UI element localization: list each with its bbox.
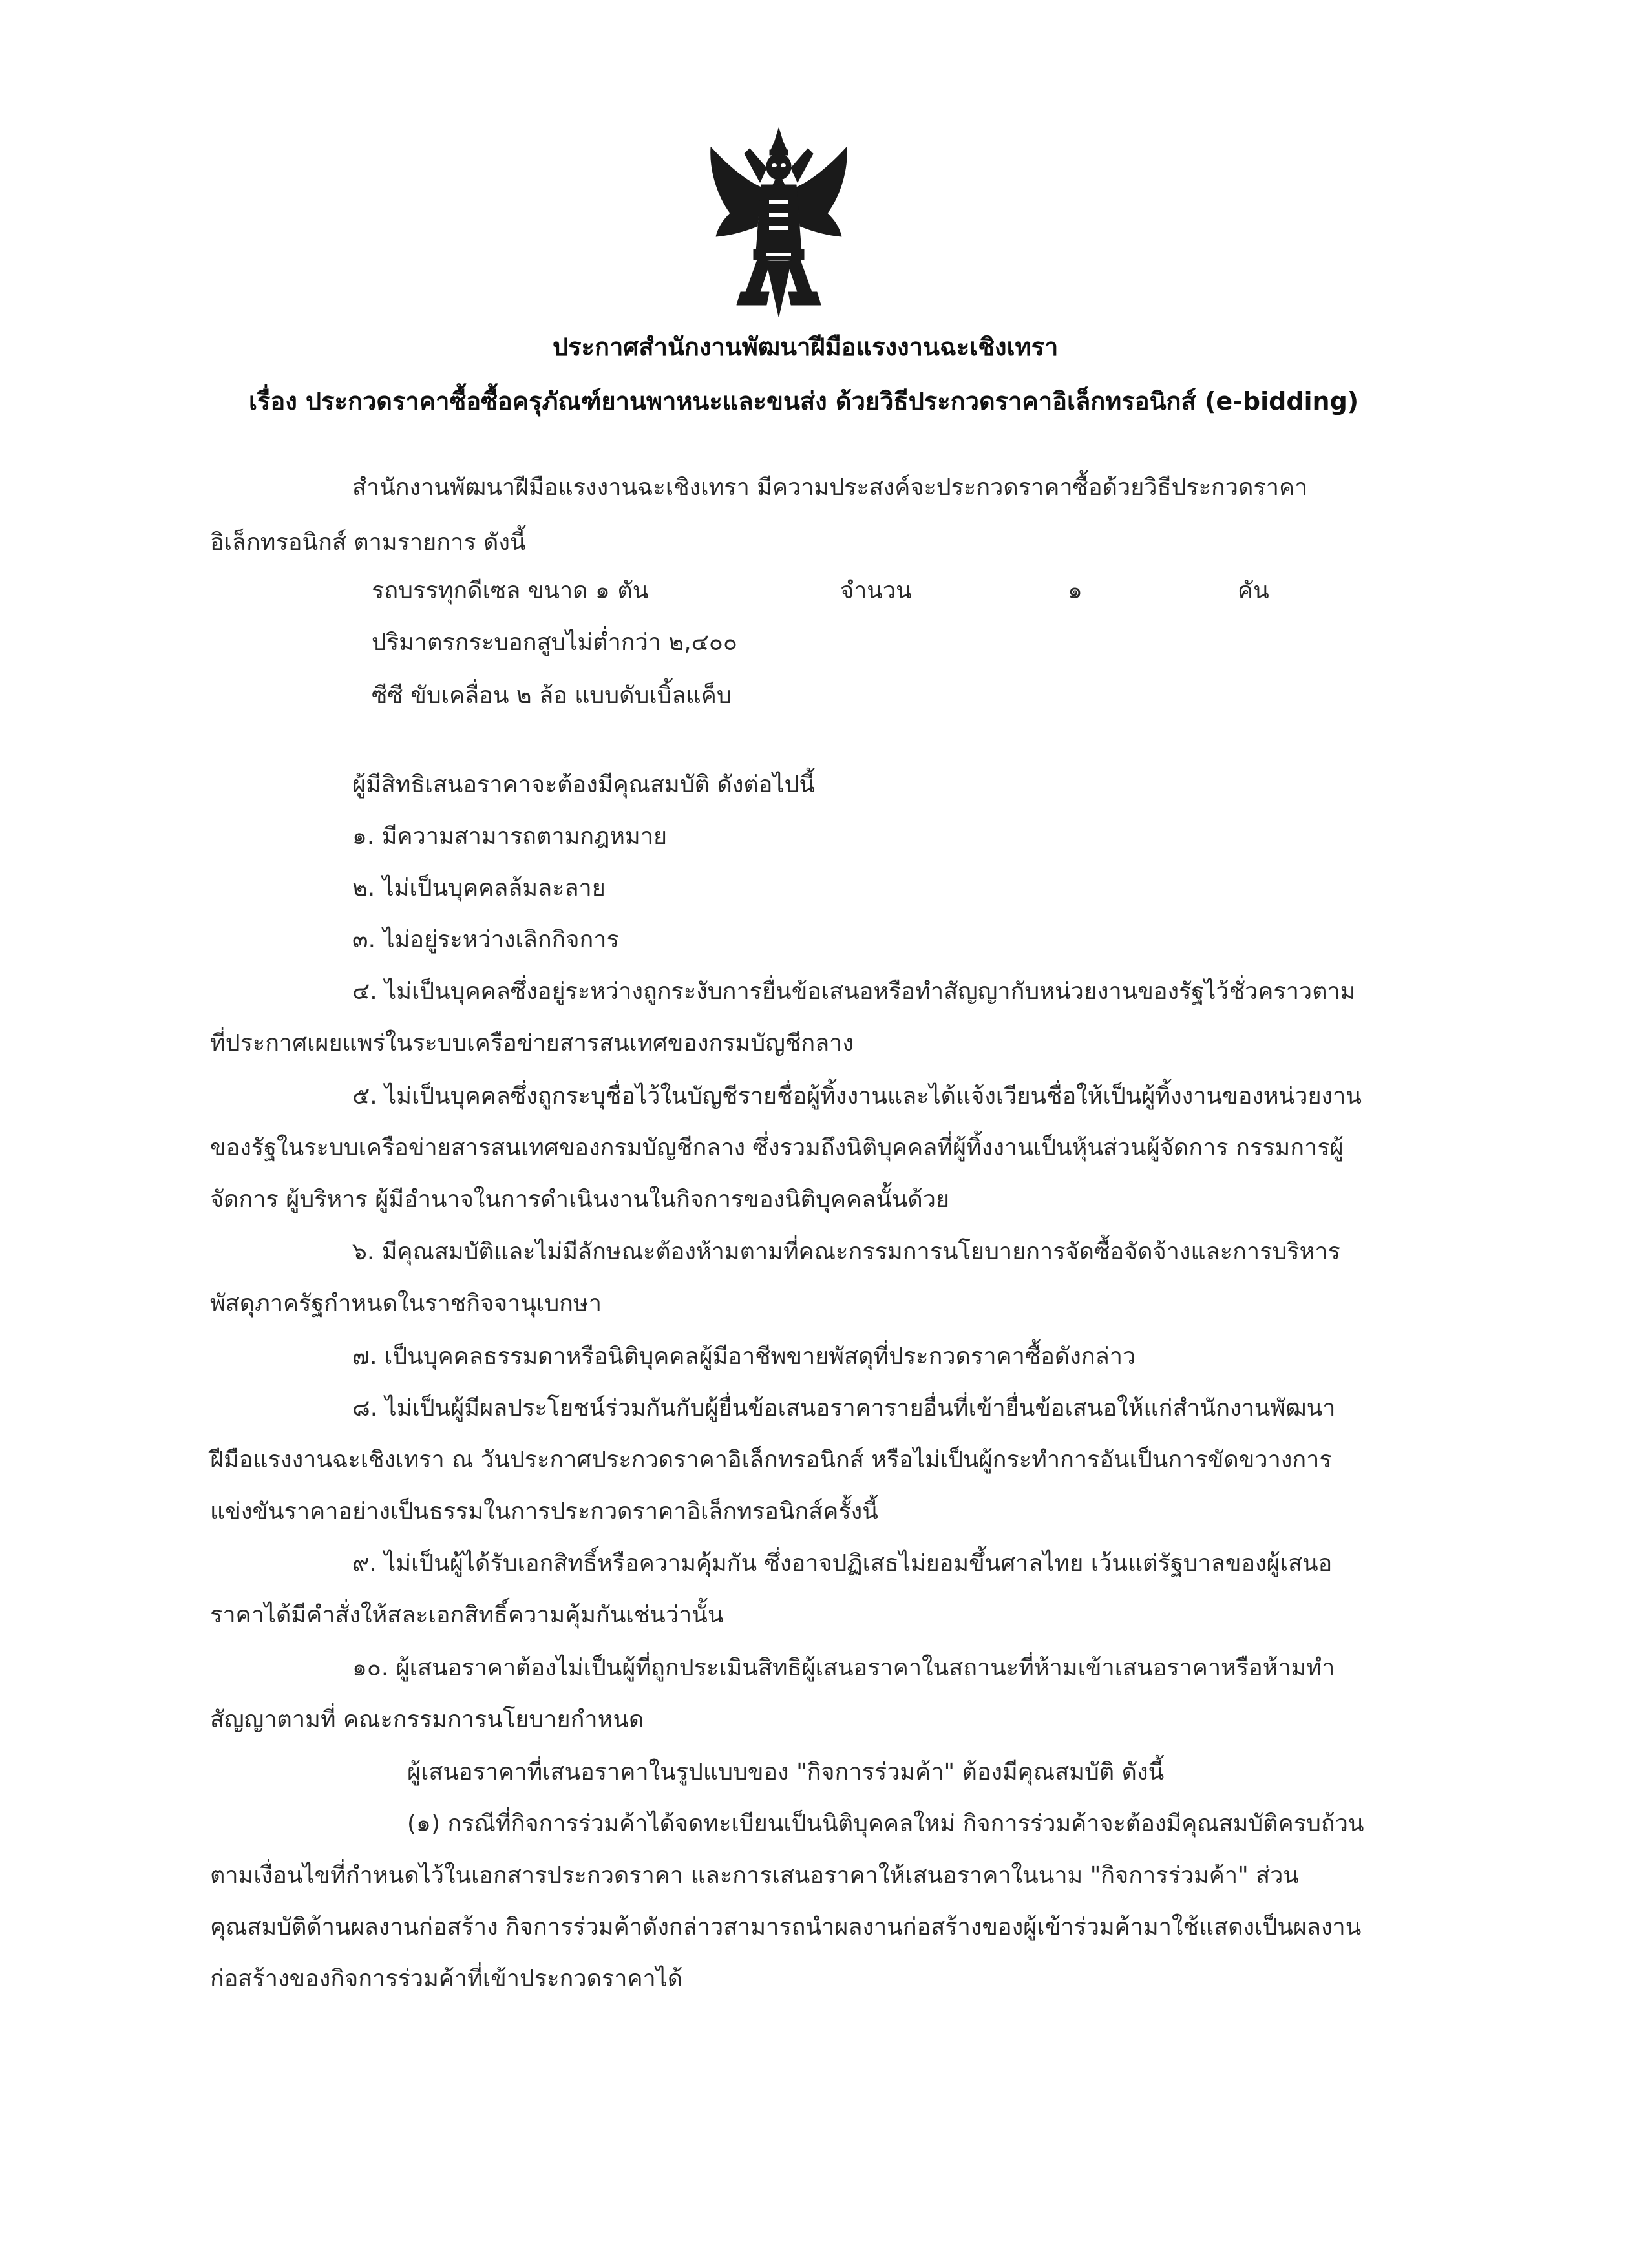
qualifications-heading: ผู้มีสิทธิเสนอราคาจะต้องมีคุณสมบัติ ดังต่อไปนี้ (352, 772, 815, 798)
joint-venture-line-2: ตามเงื่อนไขที่กำหนดไว้ในเอกสารประกวดราคา และการเสนอราคาให้เสนอราคาในนาม "กิจการร่วมค้า" ส่วน (210, 1862, 1299, 1889)
qualification-5-line-2: ของรัฐในระบบเครือข่ายสารสนเทศของกรมบัญชีกลาง ซึ่งรวมถึงนิติบุคคลที่ผู้ทิ้งงานเป็นหุ้นส่วนผู้จัดการ กรรมการผู้ (210, 1135, 1344, 1161)
qualification-4-line-2: ที่ประกาศเผยแพร่ในระบบเครือข่ายสารสนเทศของกรมบัญชีกลาง (210, 1030, 854, 1056)
qualification-2: ๒. ไม่เป็นบุคคลล้มละลาย (352, 875, 606, 901)
announcement-title: ประกาศสำนักงานพัฒนาฝีมือแรงงานฉะเชิงเทรา (553, 333, 1059, 361)
qualification-9-line-2: ราคาได้มีคำสั่งให้สละเอกสิทธิ์ความคุ้มกันเช่นว่านั้น (210, 1602, 724, 1628)
qualification-5-line-3: จัดการ ผู้บริหาร ผู้มีอำนาจในการดำเนินงานในกิจการของนิติบุคคลนั้นด้วย (210, 1186, 950, 1213)
joint-venture-heading: ผู้เสนอราคาที่เสนอราคาในรูปแบบของ "กิจการร่วมค้า" ต้องมีคุณสมบัติ ดังนี้ (407, 1759, 1165, 1785)
qualification-6-line-1: ๖. มีคุณสมบัติและไม่มีลักษณะต้องห้ามตามที่คณะกรรมการนโยบายการจัดซื้อจัดจ้างและการบริหาร (352, 1239, 1340, 1265)
item-name-line-3: ซีซี ขับเคลื่อน ๒ ล้อ แบบดับเบิ้ลแค็บ (372, 682, 732, 709)
joint-venture-line-1: (๑) กรณีที่กิจการร่วมค้าได้จดทะเบียนเป็นนิติบุคคลใหม่ กิจการร่วมค้าจะต้องมีคุณสมบัติครบถ้วน (407, 1811, 1364, 1837)
qualification-6-line-2: พัสดุภาครัฐกำหนดในราชกิจจานุเบกษา (210, 1290, 602, 1317)
qualification-1: ๑. มีความสามารถตามกฎหมาย (352, 823, 668, 850)
qualification-5-line-1: ๕. ไม่เป็นบุคคลซึ่งถูกระบุชื่อไว้ในบัญชีรายชื่อผู้ทิ้งงานและได้แจ้งเวียนชื่อให้เป็นผู้ทิ้งงานของหน่วยงาน (352, 1083, 1362, 1109)
item-name-line-2: ปริมาตรกระบอกสูบไม่ต่ำกว่า ๒,๔๐๐ (372, 629, 737, 656)
qualification-3: ๓. ไม่อยู่ระหว่างเลิกกิจการ (352, 927, 619, 953)
qualification-8-line-3: แข่งขันราคาอย่างเป็นธรรมในการประกวดราคาอิเล็กทรอนิกส์ครั้งนี้ (210, 1498, 878, 1525)
item-quantity-label: จำนวน (840, 578, 912, 604)
announcement-subject: เรื่อง ประกวดราคาซื้อซื้อครุภัณฑ์ยานพาหนะและขนส่ง ด้วยวิธีประกวดราคาอิเล็กทรอนิกส์ (e-bidding) (249, 387, 1359, 415)
qualification-7: ๗. เป็นบุคคลธรรมดาหรือนิติบุคคลผู้มีอาชีพขายพัสดุที่ประกวดราคาซื้อดังกล่าว (352, 1343, 1136, 1370)
item-unit: คัน (1238, 578, 1269, 604)
qualification-4-line-1: ๔. ไม่เป็นบุคคลซึ่งอยู่ระหว่างถูกระงับการยื่นข้อเสนอหรือทำสัญญากับหน่วยงานของรัฐไว้ชั่วคราวตาม (352, 978, 1356, 1005)
joint-venture-line-3: คุณสมบัติด้านผลงานก่อสร้าง กิจการร่วมค้าดังกล่าวสามารถนำผลงานก่อสร้างของผู้เข้าร่วมค้ามาใช้แสดงเป็นผลงาน (210, 1914, 1362, 1940)
qualification-10-line-2: สัญญาตามที่ คณะกรรมการนโยบายกำหนด (210, 1706, 644, 1733)
qualification-9-line-1: ๙. ไม่เป็นผู้ได้รับเอกสิทธิ์หรือความคุ้มกัน ซึ่งอาจปฏิเสธไม่ยอมขึ้นศาลไทย เว้นแต่รัฐบาลของผู้เสนอ (352, 1550, 1333, 1577)
qualification-8-line-2: ฝีมือแรงงานฉะเชิงเทรา ณ วันประกาศประกวดราคาอิเล็กทรอนิกส์ หรือไม่เป็นผู้กระทำการอันเป็นการขัดขวางการ (210, 1447, 1332, 1473)
intro-line-2: อิเล็กทรอนิกส์ ตามรายการ ดังนี้ (210, 529, 526, 556)
item-quantity-value: ๑ (1068, 578, 1083, 604)
garuda-emblem-icon (704, 123, 853, 323)
joint-venture-line-4: ก่อสร้างของกิจการร่วมค้าที่เข้าประกวดราคาได้ (210, 1966, 683, 1992)
item-name-line-1: รถบรรทุกดีเซล ขนาด ๑ ตัน (372, 578, 649, 604)
intro-line-1: สำนักงานพัฒนาฝีมือแรงงานฉะเชิงเทรา มีความประสงค์จะประกวดราคาซื้อด้วยวิธีประกวดราคา (352, 474, 1308, 501)
qualification-8-line-1: ๘. ไม่เป็นผู้มีผลประโยชน์ร่วมกันกับผู้ยื่นข้อเสนอราคารายอื่นที่เข้ายื่นข้อเสนอให้แก่สำนักงานพัฒนา (352, 1395, 1336, 1422)
qualification-10-line-1: ๑๐. ผู้เสนอราคาต้องไม่เป็นผู้ที่ถูกประเมินสิทธิผู้เสนอราคาในสถานะที่ห้ามเข้าเสนอราคาหรือห้ามทำ (352, 1655, 1335, 1681)
